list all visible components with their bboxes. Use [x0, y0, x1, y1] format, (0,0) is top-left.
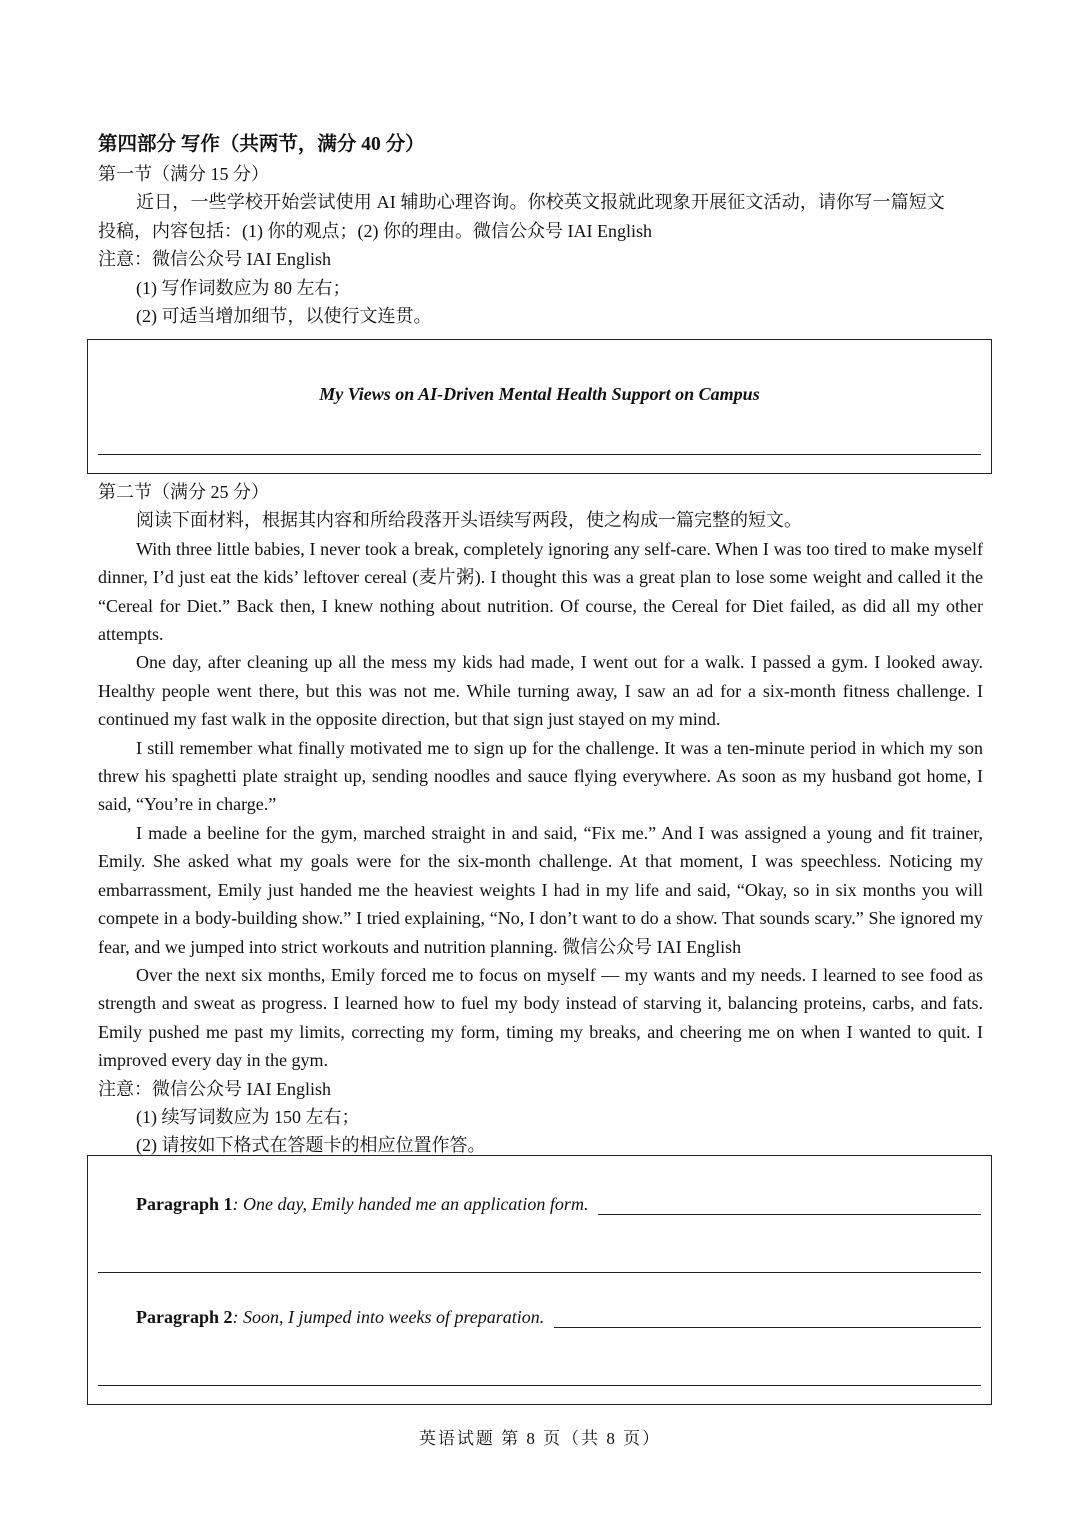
task-line-2: 投稿，内容包括：(1) 你的观点；(2) 你的理由。微信公众号 IAI English — [98, 220, 652, 241]
paragraph-1-opening: : One day, Emily handed me an application form. — [232, 1194, 589, 1214]
section1-block — [98, 130, 983, 330]
section2-heading: 第二节（满分 25 分） — [98, 482, 269, 502]
paragraph-2-label: Paragraph 2 — [136, 1307, 233, 1327]
page-footer: 英语试题 第 8 页（共 8 页） — [418, 1429, 662, 1448]
task-line-1: 近日，一些学校开始尝试使用 AI 辅助心理咨询。你校英文报就此现象开展征文活动，请你写一篇短文 — [136, 192, 946, 213]
essay-title: My Views on AI-Driven Mental Health Support on Campus — [319, 384, 760, 404]
section2-block — [98, 478, 983, 1160]
essay-title-box — [87, 339, 992, 474]
section2-note-label: 注意：微信公众号 IAI English — [98, 1078, 331, 1099]
section2-note-1: (1) 续写词数应为 150 左右； — [136, 1106, 360, 1127]
part-title: 第四部分 写作（共两节，满分 40 分） — [98, 134, 425, 155]
section2-note-2: (2) 请按如下格式在答题卡的相应位置作答。 — [136, 1135, 486, 1156]
section1-heading: 第一节（满分 15 分） — [98, 164, 269, 184]
paragraph-1-answer-line — [598, 1196, 981, 1215]
paragraph-1-rule — [98, 1272, 981, 1273]
story-paragraph-2: One day, after cleaning up all the mess my kids had made, I went out for a walk. I passed a gym. I looked away. Healthy people went there, but this was not me. While turning away, I saw an ad for a six-month fitness challenge. I continued my fast walk in the opposite direction, but that sign just stayed on my mind. — [98, 652, 983, 730]
paragraph-2-answer-line — [554, 1309, 981, 1328]
paragraph-1-label: Paragraph 1 — [136, 1194, 233, 1214]
note-1: (1) 写作词数应为 80 左右； — [136, 277, 351, 298]
continuation-box — [87, 1155, 992, 1405]
answer-line — [98, 454, 981, 455]
paragraph-2-opening: : Soon, I jumped into weeks of preparation. — [232, 1307, 545, 1327]
section2-instruction: 阅读下面材料，根据其内容和所给段落开头语续写两段，使之构成一篇完整的短文。 — [136, 510, 802, 531]
paragraph-2-rule — [98, 1385, 981, 1386]
note-2: (2) 可适当增加细节，以使行文连贯。 — [136, 306, 432, 327]
note-label: 注意：微信公众号 IAI English — [98, 249, 331, 270]
story-paragraph-5: Over the next six months, Emily forced me to focus on myself — my wants and my needs. I learned to see food as strength and sweat as progress. I learned how to fuel my body instead of starving it, balancing proteins, carbs, and fats. Emily pushed me past my limits, correcting my form, timing my breaks, and cheering me on when I wanted to quit. I improved every day in the gym. — [98, 964, 983, 1071]
story-paragraph-4: I made a beeline for the gym, marched straight in and said, “Fix me.” And I was assigned a young and fit trainer, Emily. She asked what my goals were for the six-month challenge. At that moment, I was speechless. Noticing my embarrassment, Emily just handed me the heaviest weights I had in my life and said, “Okay, so in six months you will compete in a body-building show.” I tried explaining, “No, I don’t want to do a show. That sounds scary.” She ignored my fear, and we jumped into strict workouts and nutrition planning. 微信公众号 IAI English — [98, 822, 983, 957]
story-paragraph-3: I still remember what finally motivated me to sign up for the challenge. It was a ten-minute period in which my son threw his spaghetti plate straight up, sending noodles and sauce flying everywhere. As soon as my husband got home, I said, “You’re in charge.” — [98, 737, 983, 815]
paragraph-2-prompt — [136, 1307, 981, 1328]
story-paragraph-1: With three little babies, I never took a break, completely ignoring any self-care. When I was too tired to make myself dinner, I’d just eat the kids’ leftover cereal (麦片粥). I thought this was a great plan to lose some weight and called it the “Cereal for Diet.” Back then, I knew nothing about nutrition. Of course, the Cereal for Diet failed, as did all my other attempts. — [98, 538, 983, 645]
paragraph-1-prompt — [136, 1194, 981, 1215]
